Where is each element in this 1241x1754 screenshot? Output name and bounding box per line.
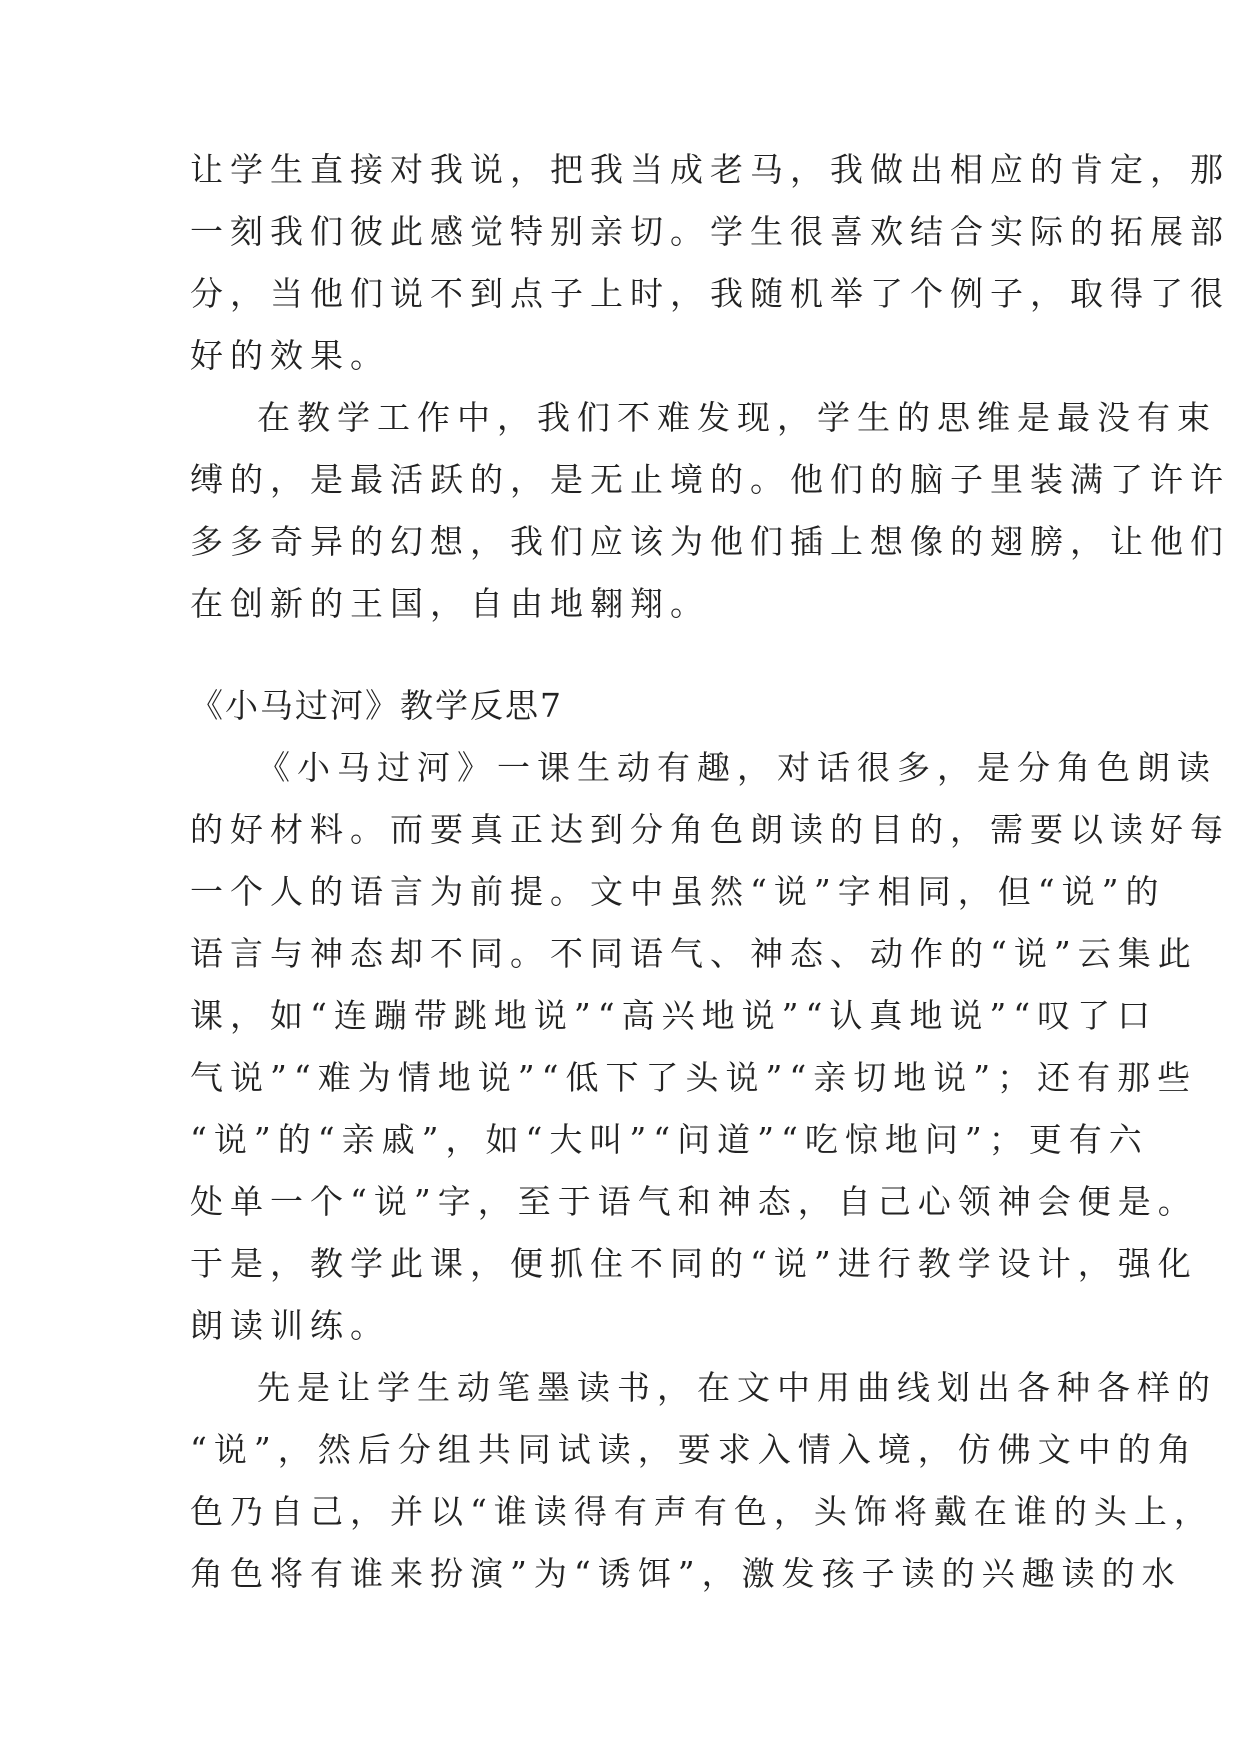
paragraph-2-line-4: 在创新的王国，自由地翱翔。 bbox=[190, 584, 710, 623]
paragraph-4-line-2: “说”，然后分组共同试读，要求入情入境，仿佛文中的角 bbox=[190, 1430, 1198, 1469]
paragraph-4-line-4: 角色将有谁来扮演”为“诱饵”，激发孩子读的兴趣读的水 bbox=[190, 1554, 1182, 1593]
paragraph-4-line-1: 先是让学生动笔墨读书，在文中用曲线划出各种各样的 bbox=[257, 1368, 1217, 1407]
paragraph-3-line-10: 朗读训练。 bbox=[190, 1306, 390, 1345]
paragraph-3-line-6: 气说”“难为情地说”“低下了头说”“亲切地说”；还有那些 bbox=[190, 1058, 1198, 1097]
paragraph-1-line-3: 分，当他们说不到点子上时，我随机举了个例子，取得了很 bbox=[190, 274, 1230, 313]
paragraph-3-line-4: 语言与神态却不同。不同语气、神态、动作的“说”云集此 bbox=[190, 934, 1198, 973]
paragraph-3-line-7: “说”的“亲戚”，如“大叫”“问道”“吃惊地问”；更有六 bbox=[190, 1120, 1149, 1159]
paragraph-3-line-2: 的好材料。而要真正达到分角色朗读的目的，需要以读好每 bbox=[190, 810, 1230, 849]
paragraph-2-line-2: 缚的，是最活跃的，是无止境的。他们的脑子里装满了许许 bbox=[190, 460, 1230, 499]
section-title: 《小马过河》教学反思7 bbox=[190, 686, 563, 725]
paragraph-3-line-3: 一个人的语言为前提。文中虽然“说”字相同，但“说”的 bbox=[190, 872, 1166, 911]
paragraph-1-line-4: 好的效果。 bbox=[190, 336, 390, 375]
paragraph-4-line-3: 色乃自己，并以“谁读得有声有色，头饰将戴在谁的头上， bbox=[190, 1492, 1214, 1531]
paragraph-3-line-5: 课，如“连蹦带跳地说”“高兴地说”“认真地说”“叹了口 bbox=[190, 996, 1158, 1035]
paragraph-1-line-2: 一刻我们彼此感觉特别亲切。学生很喜欢结合实际的拓展部 bbox=[190, 212, 1230, 251]
paragraph-2-line-3: 多多奇异的幻想，我们应该为他们插上想像的翅膀，让他们 bbox=[190, 522, 1230, 561]
paragraph-2-line-1: 在教学工作中，我们不难发现，学生的思维是最没有束 bbox=[257, 398, 1217, 437]
paragraph-3-line-8: 处单一个“说”字，至于语气和神态，自己心领神会便是。 bbox=[190, 1182, 1198, 1221]
paragraph-3-line-1: 《小马过河》一课生动有趣，对话很多，是分角色朗读 bbox=[257, 748, 1217, 787]
paragraph-1-line-1: 让学生直接对我说，把我当成老马，我做出相应的肯定，那 bbox=[190, 150, 1230, 189]
paragraph-3-line-9: 于是，教学此课，便抓住不同的“说”进行教学设计，强化 bbox=[190, 1244, 1198, 1283]
